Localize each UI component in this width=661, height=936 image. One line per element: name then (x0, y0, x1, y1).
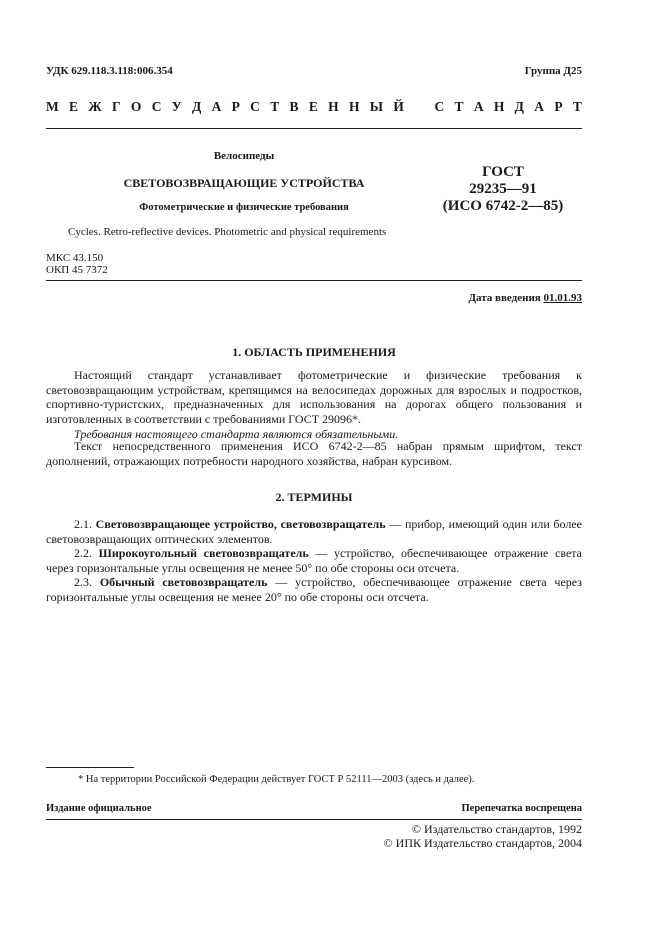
banner-letter: В (289, 99, 299, 114)
banner-letter: Ы (369, 99, 384, 114)
banner-letter: С (434, 99, 445, 114)
intro-date-label: Дата введения (468, 292, 541, 304)
official-edition-label: Издание официальное (46, 803, 152, 814)
banner-letter: Т (270, 99, 280, 114)
banner-letter: Й (393, 99, 404, 114)
banner-letter: Е (308, 99, 318, 114)
section-2-heading: 2. ТЕРМИНЫ (275, 490, 353, 504)
banner-letter: М (46, 99, 59, 114)
term-definition: — устройство, обеспечивающее отражение света через горизонтальные углы освещения не менее 50° по обе стороны оси отсчета. (46, 546, 582, 575)
banner-letter: С (151, 99, 162, 114)
banner-letter: Р (554, 99, 563, 114)
term-2-1 (46, 517, 582, 546)
banner-letter: Р (231, 99, 240, 114)
english-title: Cycles. Retro-reflective devices. Photometric and physical requirements (68, 226, 387, 238)
iso-number: (ИСО 6742-2—85) (442, 198, 564, 214)
section-1-mandatory-note: Требования настоящего стандарта являются обязательными. (74, 427, 399, 441)
banner-letter: Т (572, 99, 582, 114)
banner-rule (46, 128, 582, 129)
mks-code: МКС 43.150 (46, 252, 104, 264)
reprint-prohibited-label: Перепечатка воспрещена (461, 803, 582, 814)
banner-letter: Н (348, 99, 360, 114)
term-name: Световозвращающее устройство, световозвращатель (95, 517, 386, 531)
term-number: 2.3. (74, 575, 92, 589)
standard-banner (46, 99, 582, 115)
footnote: * На территории Российской Федерации действует ГОСТ Р 52111—2003 (здесь и далее). (78, 774, 475, 785)
banner-letter: Д (191, 99, 202, 114)
term-name: Обычный световозвращатель (99, 575, 268, 589)
banner-letter: Ж (88, 99, 102, 114)
gost-label: ГОСТ (482, 164, 524, 180)
classification-codes (46, 252, 108, 276)
term-name: Широкоугольный световозвращатель (98, 546, 309, 560)
term-number: 2.2. (74, 546, 92, 560)
term-number: 2.1. (74, 517, 92, 531)
term-definition: — прибор, имеющий один или более световозвращающих оптических элементов. (46, 517, 582, 546)
section-1-paragraph: Настоящий стандарт устанавливает фотометрические и физические требования к световозвращающим устройствам, крепящимся на велосипедах дорожных для взрослых и подростков, спортивно-туристских, предназначенных для использования на дорогах общего пользования и изготовленных в соответствии с требованиями ГОСТ 29096*. (46, 368, 582, 426)
banner-letter: А (534, 99, 545, 114)
banner-letter: Г (112, 99, 121, 114)
document-subtitle: Фотометрические и физические требования (139, 202, 349, 213)
section-1-typography-note: Текст непосредственного применения ИСО 6742-2—85 набран прямым шрифтом, текст дополнений, отражающих потребности народного хозяйства, набран курсивом. (46, 439, 582, 468)
term-2-3 (46, 575, 582, 604)
gost-number: 29235—91 (469, 181, 537, 197)
term-definition: — устройство, обеспечивающее отражение света через горизонтальные углы освещения не менее 20° по обе стороны оси отсчета. (46, 575, 582, 604)
banner-letter: Н (493, 99, 505, 114)
document-title: СВЕТОВОЗВРАЩАЮЩИЕ УСТРОЙСТВА (123, 176, 365, 190)
gost-designation (418, 164, 588, 215)
copyright-2004: © ИПК Издательство стандартов, 2004 (383, 836, 582, 850)
banner-letter: А (473, 99, 484, 114)
intro-date-value: 01.01.93 (543, 292, 582, 304)
okp-code: ОКП 45 7372 (46, 264, 108, 276)
group-code: Группа Д25 (524, 65, 582, 77)
term-2-2 (46, 546, 582, 575)
banner-letter: С (250, 99, 260, 114)
footnote-rule (46, 767, 134, 768)
banner-letter: Е (69, 99, 79, 114)
section-1-heading: 1. ОБЛАСТЬ ПРИМЕНЕНИЯ (232, 345, 396, 359)
footer-rule (46, 819, 582, 820)
banner-letter: О (130, 99, 142, 114)
banner-letter: Н (328, 99, 339, 114)
banner-letter: Т (454, 99, 464, 114)
intro-date (468, 292, 582, 304)
codes-rule (46, 280, 582, 281)
banner-letter: А (211, 99, 222, 114)
banner-letter: Д (514, 99, 524, 114)
subject-title: Велосипеды (213, 150, 275, 162)
udk-code: УДК 629.118.3.118:006.354 (46, 65, 173, 77)
banner-letter: У (171, 99, 182, 114)
copyright-1992: © Издательство стандартов, 1992 (411, 822, 582, 836)
